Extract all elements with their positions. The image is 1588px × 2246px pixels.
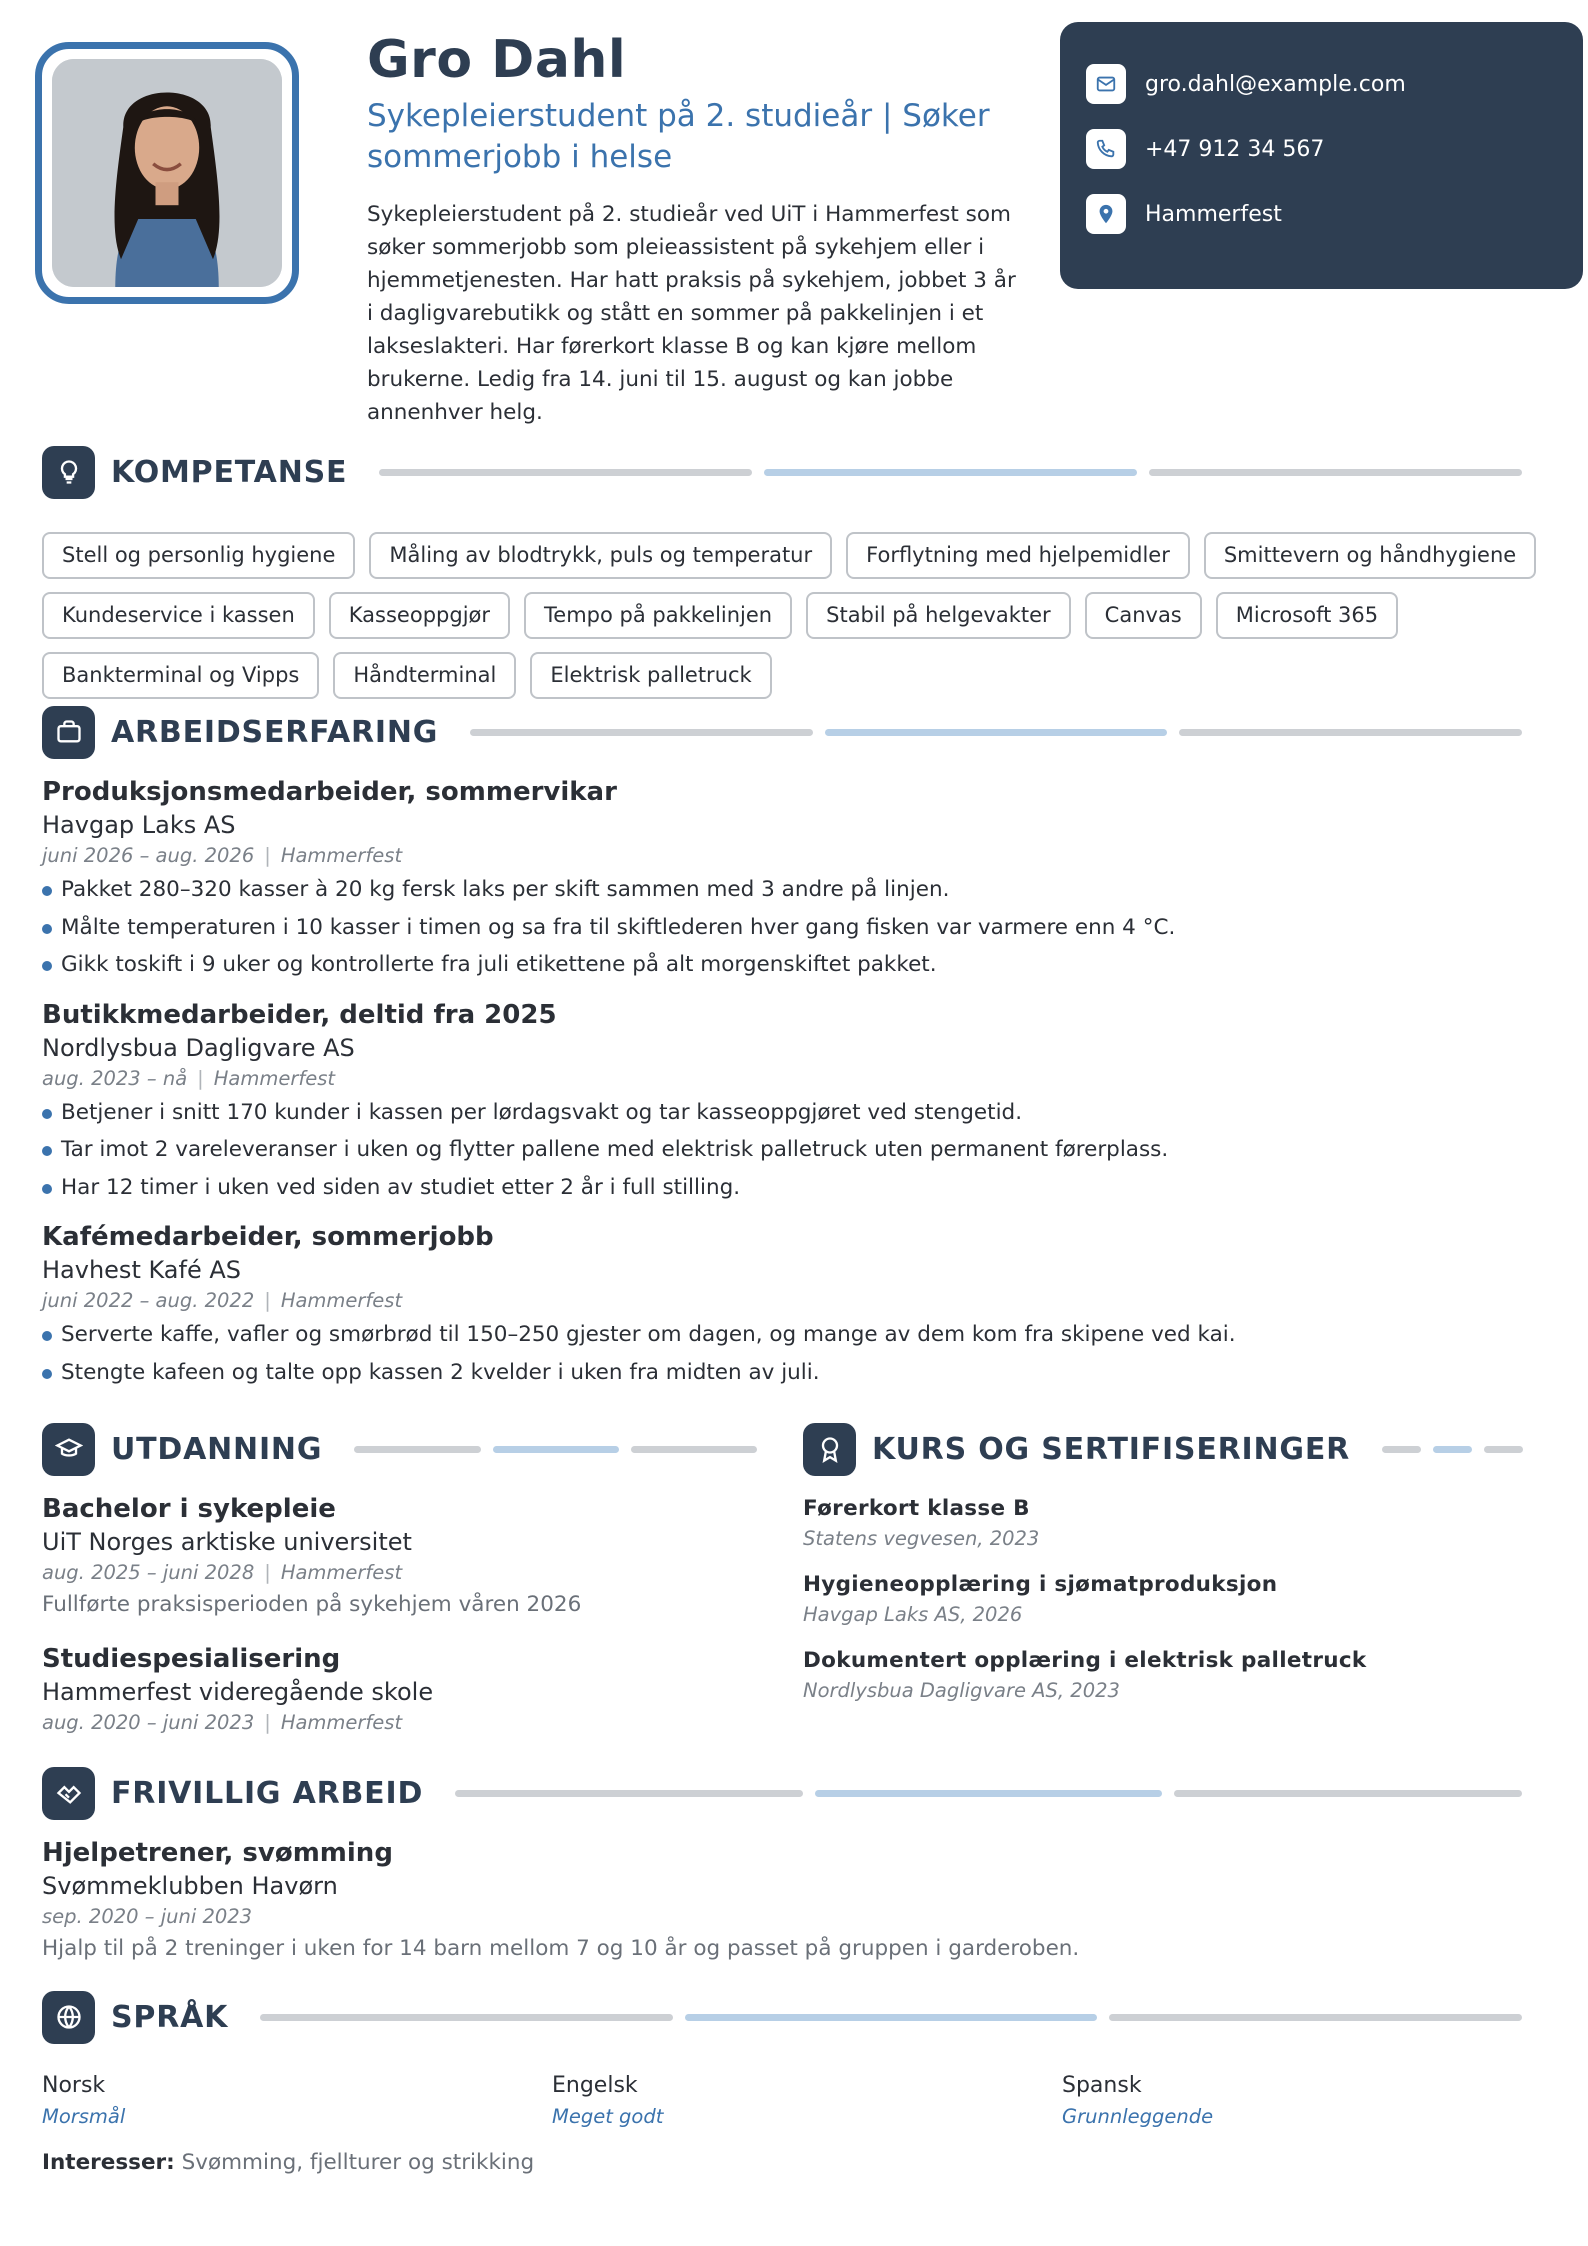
interests-value: Svømming, fjellturer og strikking [181, 2150, 535, 2175]
email-text: gro.dahl@example.com [1145, 71, 1406, 97]
education-entry [42, 1492, 757, 1622]
job-dates: juni 2026 – aug. 2026 [42, 844, 255, 867]
headline: Sykepleierstudent på 2. studieår | Søker sommerjobb i helse [367, 98, 990, 175]
job-entry [42, 775, 1522, 984]
volunteer-title: Hjelpetrener, svømming [42, 1838, 393, 1868]
language-name: Engelsk [552, 2073, 638, 2098]
skill-tag: Stell og personlig hygiene [42, 532, 355, 579]
job-entry [42, 998, 1522, 1207]
job-bullet: Gikk toskift i 9 uker og kontrollerte fra juli etikettene på alt morgenskiftet pakket. [42, 946, 1522, 984]
section-divider [260, 2014, 1522, 2021]
language-item [1062, 2070, 1572, 2132]
job-bullet: Serverte kaffe, vafler og smørbrød til 150–250 gjester om dagen, og mange av dem kom fra skipene ved kai. [42, 1316, 1522, 1354]
section-divider [1382, 1446, 1523, 1453]
job-place: Hammerfest [280, 844, 403, 867]
profile-photo [52, 59, 282, 287]
job-employer: Havhest Kafé AS [42, 1256, 241, 1284]
job-bullets [42, 871, 1522, 984]
profile-photo-frame [35, 42, 299, 304]
lightbulb-icon [42, 446, 95, 499]
job-dates: juni 2022 – aug. 2022 [42, 1289, 255, 1312]
section-title: UTDANNING [111, 1431, 323, 1467]
job-meta: juni 2026 – aug. 2026 | Hammerfest [42, 844, 403, 867]
section-divider [470, 729, 1522, 736]
job-bullets [42, 1316, 1522, 1391]
school-name: Hammerfest videregående skole [42, 1678, 434, 1706]
contact-phone[interactable] [1086, 129, 1557, 169]
education-description: Fullførte praksisperioden på sykehjem våren 2026 [42, 1592, 582, 1617]
section-title: FRIVILLIG ARBEID [111, 1775, 424, 1811]
course-meta: Statens vegvesen, 2023 [803, 1527, 1040, 1550]
job-meta: juni 2022 – aug. 2022 | Hammerfest [42, 1289, 403, 1312]
experience-section [42, 705, 1522, 1391]
skill-tag: Kasseoppgjør [329, 592, 510, 639]
section-title: SPRÅK [111, 1999, 229, 2035]
education-dates: aug. 2025 – juni 2028 [42, 1561, 255, 1584]
course-title: Førerkort klasse B [803, 1496, 1030, 1521]
phone-icon [1086, 129, 1126, 169]
job-bullet: Stengte kafeen og talte opp kassen 2 kvelder i uken fra midten av juli. [42, 1354, 1522, 1392]
course-title: Dokumentert opplæring i elektrisk palletruck [803, 1648, 1367, 1673]
location-text: Hammerfest [1145, 201, 1282, 227]
skills-section [42, 445, 1522, 499]
skill-tag: Forflytning med hjelpemidler [846, 532, 1190, 579]
map-pin-icon [1086, 194, 1126, 234]
summary: Sykepleierstudent på 2. studieår ved UiT i Hammerfest som søker sommerjobb som pleieassistent på sykehjem eller i hjemmetjenesten. Har hatt praksis på sykehjem, jobbet 3 år i dagligvarebutikk og stått en sommer på pakkelinjen i et lakseslakteri. Har førerkort klasse B og kan kjøre mellom brukerne. Ledig fra 14. juni til 15. august og kan jobbe annenhver helg. [367, 202, 1016, 425]
section-header [42, 445, 1522, 499]
courses-list [803, 1494, 1523, 1706]
job-employer: Nordlysbua Dagligvare AS [42, 1033, 355, 1062]
job-employer: Havgap Laks AS [42, 811, 236, 839]
section-divider [455, 1790, 1522, 1797]
job-entry [42, 1220, 1522, 1391]
skill-tag: Microsoft 365 [1216, 592, 1398, 639]
skill-tag: Smittevern og håndhygiene [1204, 532, 1536, 579]
job-meta: aug. 2023 – nå | Hammerfest [42, 1066, 336, 1090]
courses-section [803, 1422, 1523, 1722]
job-bullet: Pakket 280–320 kasser à 20 kg fersk laks per skift sammen med 3 andre på linjen. [42, 871, 1522, 909]
job-dates: aug. 2023 – nå [42, 1066, 188, 1090]
job-bullet: Betjener i snitt 170 kunder i kassen per lørdagsvakt og tar kasseoppgjøret ved stengetid. [42, 1094, 1522, 1132]
job-bullet: Målte temperaturen i 10 kasser i timen og sa fra til skiftlederen hver gang fisken var varmere enn 4 °C. [42, 909, 1522, 947]
education-place: Hammerfest [280, 1561, 403, 1584]
volunteer-dates: sep. 2020 – juni 2023 [42, 1905, 253, 1928]
volunteer-description: Hjalp til på 2 treninger i uken for 14 barn mellom 7 og 10 år og passet på gruppen i garderoben. [42, 1936, 1080, 1961]
section-divider [379, 469, 1522, 476]
languages-list [42, 2070, 1572, 2132]
job-place: Hammerfest [213, 1066, 336, 1090]
briefcase-icon [42, 706, 95, 759]
language-level: Morsmål [42, 2105, 126, 2128]
graduation-cap-icon [42, 1423, 95, 1476]
language-level: Meget godt [552, 2105, 664, 2128]
skill-tag: Håndterminal [333, 652, 516, 699]
section-divider [354, 1446, 757, 1453]
education-place: Hammerfest [280, 1711, 403, 1734]
volunteer-entry [42, 1836, 1522, 1966]
contact-email[interactable] [1086, 64, 1557, 104]
education-entry [42, 1642, 757, 1738]
award-icon [803, 1423, 856, 1476]
language-item [552, 2070, 1062, 2132]
job-title: Produksjonsmedarbeider, sommervikar [42, 777, 617, 807]
section-header [42, 705, 1522, 759]
interests-label: Interesser: [42, 2150, 175, 2175]
handshake-icon [42, 1767, 95, 1820]
skill-tag: Bankterminal og Vipps [42, 652, 319, 699]
job-title: Kafémedarbeider, sommerjobb [42, 1222, 494, 1252]
job-bullet: Tar imot 2 vareleveranser i uken og flytter pallene med elektrisk palletruck uten permanent førerplass. [42, 1131, 1522, 1169]
section-header [42, 1766, 1522, 1820]
job-title: Butikkmedarbeider, deltid fra 2025 [42, 999, 557, 1030]
section-header [42, 1422, 757, 1476]
volunteer-org: Svømmeklubben Havørn [42, 1872, 338, 1900]
contact-location [1086, 194, 1557, 234]
skill-tag: Tempo på pakkelinjen [524, 592, 792, 639]
language-name: Spansk [1062, 2073, 1142, 2098]
section-header [42, 1990, 1522, 2044]
education-dates: aug. 2020 – juni 2023 [42, 1711, 255, 1734]
education-meta: aug. 2025 – juni 2028 | Hammerfest [42, 1561, 403, 1584]
section-title: KOMPETANSE [111, 454, 348, 490]
globe-icon [42, 1991, 95, 2044]
course-meta: Havgap Laks AS, 2026 [803, 1603, 1023, 1626]
job-bullets [42, 1094, 1522, 1207]
skill-tag: Kundeservice i kassen [42, 592, 315, 639]
languages-section [42, 1990, 1522, 2132]
school-name: UiT Norges arktiske universitet [42, 1528, 412, 1556]
section-title: KURS OG SERTIFISERINGER [872, 1431, 1351, 1467]
degree-title: Bachelor i sykepleie [42, 1494, 336, 1524]
language-item [42, 2070, 552, 2132]
course-title: Hygieneopplæring i sjømatproduksjon [803, 1572, 1278, 1597]
job-place: Hammerfest [280, 1289, 403, 1312]
skill-tag: Elektrisk palletruck [530, 652, 771, 699]
language-level: Grunnleggende [1062, 2105, 1214, 2128]
degree-title: Studiespesialisering [42, 1644, 341, 1674]
skills-tags [42, 532, 1572, 699]
section-header [803, 1422, 1523, 1476]
skill-tag: Måling av blodtrykk, puls og temperatur [369, 532, 832, 579]
phone-text: +47 912 34 567 [1145, 136, 1325, 162]
contact-card [1060, 22, 1583, 289]
header [367, 28, 1027, 429]
skill-tag: Stabil på helgevakter [806, 592, 1071, 639]
skill-tag: Canvas [1085, 592, 1202, 639]
interests [42, 2150, 534, 2175]
education-meta: aug. 2020 – juni 2023 | Hammerfest [42, 1711, 403, 1734]
language-name: Norsk [42, 2073, 106, 2098]
section-title: ARBEIDSERFARING [111, 714, 439, 750]
volunteer-section [42, 1766, 1522, 1966]
envelope-icon [1086, 64, 1126, 104]
candidate-name: Gro Dahl [367, 30, 627, 90]
course-meta: Nordlysbua Dagligvare AS, 2023 [803, 1679, 1120, 1702]
job-bullet: Har 12 timer i uken ved siden av studiet etter 2 år i full stilling. [42, 1169, 1522, 1207]
education-section [42, 1422, 757, 1738]
